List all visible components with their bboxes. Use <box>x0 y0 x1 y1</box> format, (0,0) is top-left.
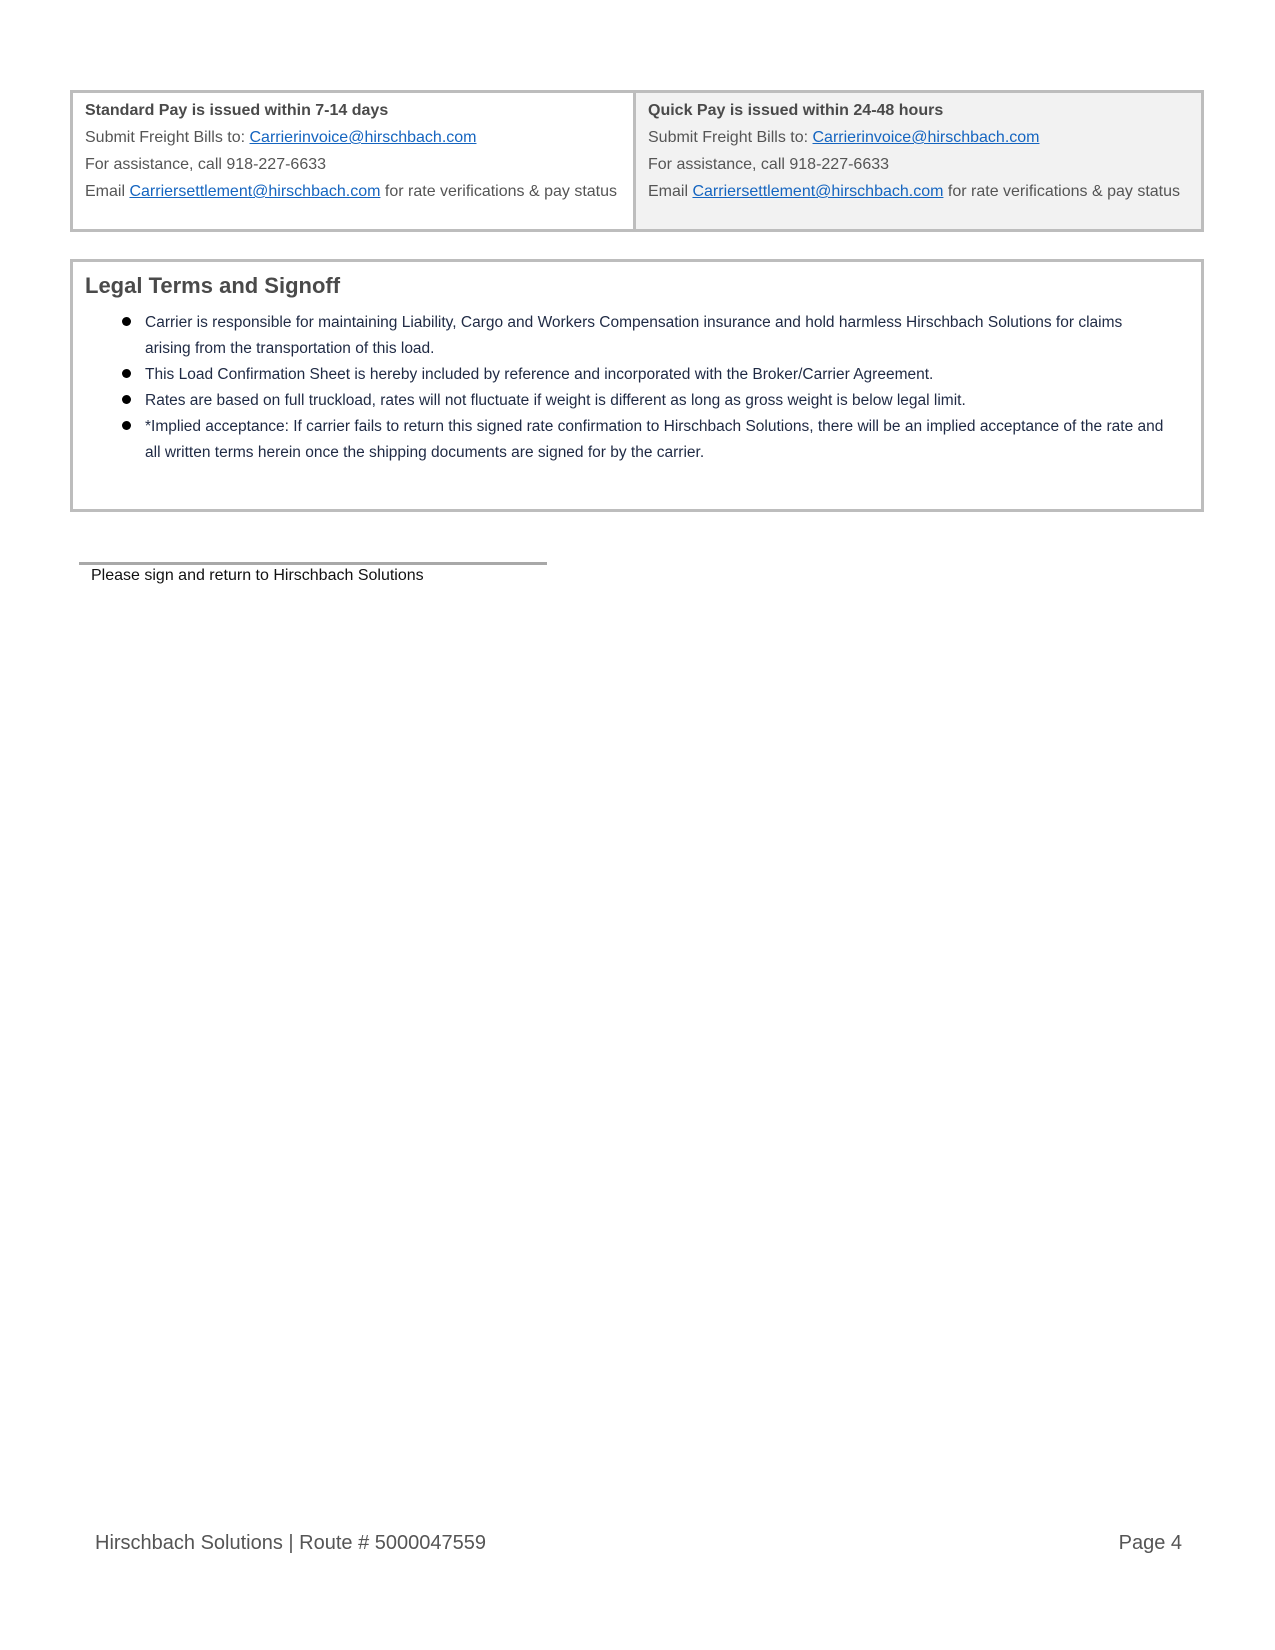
legal-term-item <box>85 362 1189 388</box>
quick-submit-label: Submit Freight Bills to: <box>648 129 813 146</box>
standard-settlement-line <box>85 182 623 202</box>
quick-submit-line <box>648 128 1191 148</box>
standard-settlement-email-link[interactable]: Carriersettlement@hirschbach.com <box>129 183 381 200</box>
standard-submit-label: Submit Freight Bills to: <box>85 129 250 146</box>
legal-term-text: This Load Confirmation Sheet is hereby included by reference and incorporated with the Broker/Carrier Agreement. <box>145 366 934 383</box>
standard-email-suffix: for rate verifications & pay status <box>380 183 617 200</box>
legal-terms-list <box>85 310 1189 466</box>
quick-invoice-email-link[interactable]: Carrierinvoice@hirschbach.com <box>812 129 1040 146</box>
legal-term-item <box>85 388 1189 414</box>
standard-assistance-line: For assistance, call 918-227-6633 <box>85 156 327 173</box>
standard-submit-line <box>85 128 623 148</box>
legal-terms-title: Legal Terms and Signoff <box>85 273 341 298</box>
legal-term-text: *Implied acceptance: If carrier fails to return this signed rate confirmation to Hirschbach Solutions, there will be an implied acceptance of the rate and all written terms herein once the shipping documents are signed for by the carrier. <box>145 418 1164 461</box>
quick-email-suffix: for rate verifications & pay status <box>943 183 1180 200</box>
signature-caption: Please sign and return to Hirschbach Solutions <box>91 567 424 584</box>
legal-term-text: Carrier is responsible for maintaining Liability, Cargo and Workers Compensation insurance and hold harmless Hirschbach Solutions for claims arising from the transportation of this load. <box>145 314 1123 357</box>
standard-invoice-email-link[interactable]: Carrierinvoice@hirschbach.com <box>249 129 477 146</box>
standard-email-prefix: Email <box>85 183 130 200</box>
bullet-icon <box>122 369 131 378</box>
bullet-icon <box>122 421 131 430</box>
legal-term-text: Rates are based on full truckload, rates will not fluctuate if weight is different as long as gross weight is below legal limit. <box>145 392 966 409</box>
payment-table <box>70 90 1204 232</box>
legal-terms-section <box>70 259 1204 512</box>
bullet-icon <box>122 317 131 326</box>
legal-term-item <box>85 310 1189 362</box>
footer-route-info: Hirschbach Solutions | Route # 5000047559 <box>95 1532 487 1554</box>
quick-pay-cell <box>636 93 1201 229</box>
quick-assistance-line: For assistance, call 918-227-6633 <box>648 156 890 173</box>
quick-settlement-line <box>648 182 1191 202</box>
bullet-icon <box>122 395 131 404</box>
footer-page-number: Page 4 <box>1118 1532 1182 1554</box>
quick-email-prefix: Email <box>648 183 693 200</box>
standard-pay-cell <box>73 93 636 229</box>
legal-term-item <box>85 414 1189 466</box>
quick-pay-title: Quick Pay is issued within 24-48 hours <box>648 102 944 119</box>
standard-pay-title: Standard Pay is issued within 7-14 days <box>85 102 389 119</box>
quick-settlement-email-link[interactable]: Carriersettlement@hirschbach.com <box>692 183 944 200</box>
